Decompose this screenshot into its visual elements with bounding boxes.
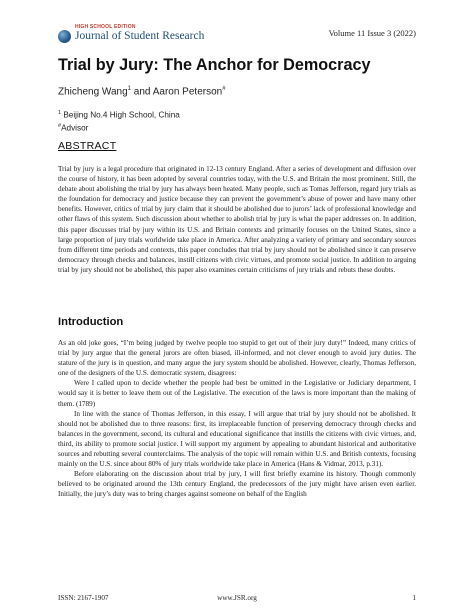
- abstract-paragraph: Trial by jury is a legal procedure that originated in 12-13 century England. After a series of development and diffusion over the course of history, it has been adopted by several countries today, with the U.S. and Britain the most prominent. Still, the debate about abolishing the trial by jury has always been heated. Many people, such as Tomas Jefferson, regard jury trials as the foundation for democracy and justice because they can prevent the government’s abuse of power and have many other benefits. However, critics of trial by jury claim that it should be abolished due to jurors’ lack of professional knowledge and other flaws of this system. Such discussion about whether to abolish trial by jury is what the paper addresses on. In addition, this paper discusses trial by jury within its U.S. and Britain contexts and primarily focuses on the United States, since a large proportion of jury trials worldwide take place in America. After analyzing a variety of primary and secondary sources from different time periods and contexts, this paper concludes that trial by jury should not be abolished since it can preserve democracy through checks and balances, instill citizens with civic virtues, and promote social justice. In addition to arguing trial by jury should not be abolished, this paper also examines certain criticisms of jury trials and rebuts these doubts.: [58, 165, 416, 274]
- author-1-name: Zhicheng Wang: [58, 86, 128, 98]
- logo-journal-name: Journal of Student Research: [75, 29, 205, 42]
- issue-label: Volume 11 Issue 3 (2022): [328, 28, 416, 38]
- intro-quote: Were I called upon to decide whether the people had best be omitted in the Legislative or Judiciary department, I would say it is better to leave them out of the Legislative. The execution of the laws is more important than the making of them. (1789): [58, 379, 416, 408]
- affiliation-2-text: Advisor: [61, 123, 89, 133]
- abstract-body: [58, 164, 416, 275]
- author-separator: and: [131, 86, 153, 98]
- introduction-body: [58, 338, 416, 500]
- affiliations: [58, 108, 180, 133]
- author-2-sup: #: [222, 86, 226, 92]
- author-line: [58, 86, 226, 97]
- intro-paragraph-3: Before elaborating on the discussion about trial by jury, I will first briefly examine its history. Though commonly believed to be originated around the 13th century England, the predecessors of the jury might have arisen even earlier. Initially, the jury’s duty was to bring charges against someone on behalf of the English: [58, 470, 416, 499]
- paper-title: Trial by Jury: The Anchor for Democracy: [58, 56, 371, 74]
- affiliation-2: [58, 121, 180, 134]
- intro-paragraph-1: As an old joke goes, “I’m being judged by twelve people too stupid to get out of their jury duty!” Indeed, many critics of trial by jury argue that the general jurors are often biased, ill-informed, and not clever enough to avoid jury duties. The stature of the jury is in question, and many argue the jury system should be abolished. However, clearly, Thomas Jefferson, one of the designers of the U.S. democratic system, disagrees:: [58, 339, 416, 378]
- logo-edition-label: HIGH SCHOOL EDITION: [75, 23, 136, 30]
- affiliation-2-sup: #: [58, 122, 62, 129]
- affiliation-1: [58, 108, 180, 121]
- introduction-heading: Introduction: [58, 316, 124, 328]
- footer-issn: ISSN: 2167-1907: [58, 594, 109, 602]
- journal-logo: [58, 24, 204, 43]
- abstract-heading: ABSTRACT: [58, 140, 117, 152]
- footer-site: www.JSR.org: [217, 594, 257, 602]
- globe-icon: [58, 30, 71, 43]
- author-1-sup: 1: [127, 86, 132, 92]
- footer-page-number: 1: [412, 594, 416, 602]
- intro-paragraph-2: In line with the stance of Thomas Jefferson, in this essay, I will argue that trial by jury should not be abolished. It should not be abolished due to three reasons: first, its irreplaceable function of preserving democracy through checks and balances in the government, second, its cultural and educational significance that instills the citizens with civic virtues, and, third, its ability to promote social justice. I will support my argument by appealing to abundant historical and authoritative sources and rebutting several counterclaims. The analysis of the topic will remain within U.S. and British contexts, focusing mainly on the U.S. since about 80% of jury trials worldwide take place in America (Hans & Vidmar, 2013, p.31).: [58, 409, 416, 469]
- affiliation-1-sup: 1: [58, 110, 62, 116]
- author-2-name: Aaron Peterson: [152, 86, 223, 98]
- affiliation-1-text: Beijing No.4 High School, China: [61, 110, 180, 120]
